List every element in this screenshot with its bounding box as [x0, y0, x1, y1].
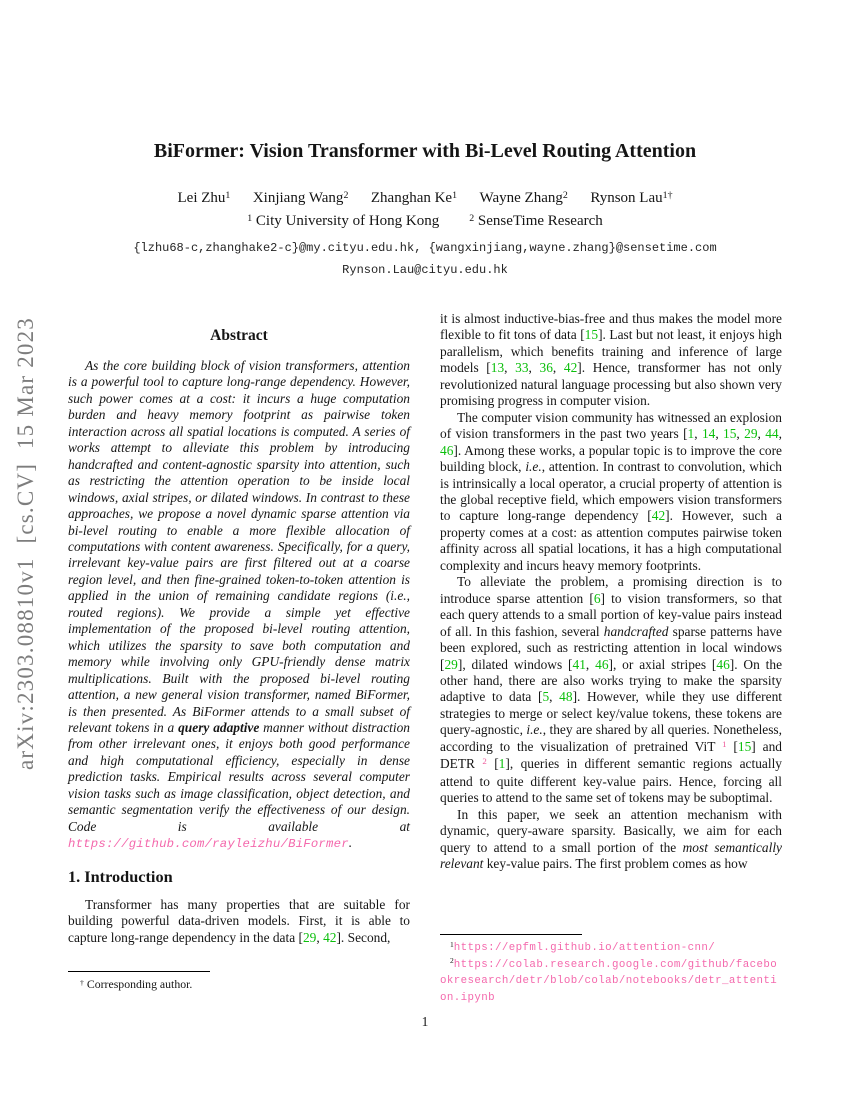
footnote-url-1[interactable]: https://epfml.github.io/attention-cnn/	[453, 942, 716, 954]
page-number: 1	[421, 1014, 429, 1029]
text-segment: ]. However, such a property comes at a cost: as attention computes pairwise token affinity across all spatial locations, it has a high computational complexity and incurs heavy memory footprints.	[440, 508, 782, 573]
affiliation-line	[0, 213, 850, 230]
footnote-marker-link[interactable]: 1	[722, 738, 727, 749]
text-segment: handcrafted	[603, 623, 669, 639]
citation-link[interactable]: 42	[563, 360, 578, 376]
text-segment: , they are shared by all queries. Nonetheless, according to the visualization of pretrained ViT	[440, 722, 782, 754]
citation-link[interactable]: 33	[515, 360, 529, 376]
text-segment: ,	[552, 360, 564, 376]
citation-link[interactable]: 46	[440, 442, 454, 458]
body-paragraph-1	[440, 311, 782, 410]
text-segment: As the core building block of vision transformers, attention is a powerful tool to capture long-range dependency. However, such power comes at a cost: it incurs a huge computation burden and heavy memory footprint as pairwise token interaction across all spatial locations is computed. A series of works attempt to alleviate this problem by introducing handcrafted and content-agnostic sparsity into attention, such as restricting the attention operation to be inside local windows, axial stripes, or dilated windows. In contrast to these approaches, we propose a novel dynamic sparse attention via bi-level routing to enable a more flexible allocation of computations with content awareness. Specifically, for a query, irrelevant key-value pairs are first filtered out at a coarse region level, and then fine-grained token-to-token attention is applied in the union of remaining candidate regions (i.e., routed regions). We provide a simple yet effective implementation of the proposed bi-level routing attention, which utilizes the sparsity to save both computation and memory while involving only GPU-friendly dense matrix multiplications. Built with the proposed bi-level routing attention, a new general vision transformer, named BiFormer, is then presented. As BiFormer attends to a small subset of relevant tokens in a	[68, 358, 410, 735]
emails-line-1: {lzhu68-c,zhanghake2-c}@my.cityu.edu.hk, {wangxinjiang,wayne.zhang}@sensetime.com	[133, 241, 717, 255]
text-segment: ]. Among these works, a popular topic is to improve the core building block,	[440, 442, 782, 475]
citation-link[interactable]: 15	[584, 327, 599, 343]
abstract-heading: Abstract	[210, 327, 268, 344]
text-segment: ]. However, while they use different strategies to merge or select key/value tokens, these tokens are query-agnostic,	[440, 689, 782, 738]
body-paragraph-2	[440, 410, 782, 575]
text-segment: ] to vision transformers, so that each query attends to a small portion of key-value pairs instead of all. In this fashion, several	[440, 590, 782, 639]
footnote-text	[68, 977, 410, 993]
citation-link[interactable]: 48	[559, 689, 573, 705]
text-segment: ,	[549, 689, 560, 705]
arxiv-stamp: arXiv:2303.08810v1 [cs.CV] 15 Mar 2023	[13, 316, 38, 770]
citation-link[interactable]: 6	[593, 590, 601, 606]
text-segment: City University of Hong Kong	[252, 213, 440, 229]
text-segment: ,	[778, 426, 782, 442]
section-heading-introduction: 1. Introduction	[68, 866, 173, 886]
text-segment: 1	[247, 212, 253, 224]
citation-link[interactable]: 46	[595, 656, 609, 672]
text-segment: i.e.	[526, 722, 543, 738]
body-paragraph-4	[440, 807, 782, 873]
right-column	[440, 311, 782, 872]
footnote-url-2[interactable]: https://colab.research.google.com/github/facebookresearch/detr/blob/colab/notebooks/detr_attention.ipynb	[440, 958, 778, 1004]
footnote-2-marker: 2	[450, 956, 454, 966]
text-segment	[568, 190, 591, 206]
text-segment	[457, 190, 480, 206]
citation-link[interactable]: 5	[542, 689, 550, 705]
url-link[interactable]: https://github.com/rayleizhu/BiFormer	[68, 837, 349, 852]
citation-link[interactable]: 1	[687, 426, 695, 442]
text-segment: ]. Last but not least, it enjoys high parallelism, which benefits training and inference of large models [	[440, 327, 782, 376]
text-segment: Zhanghan Ke	[370, 190, 453, 206]
text-segment: ]. On the other hand, there are also works trying to make the sparsity adaptive to data [	[440, 656, 783, 705]
citation-link[interactable]: 15	[723, 426, 737, 442]
text-segment: ,	[694, 426, 702, 442]
citation-link[interactable]: 36	[539, 360, 553, 376]
footnote-2	[440, 957, 782, 1007]
text-segment: 2	[562, 189, 568, 201]
text-segment: 1	[225, 189, 231, 201]
author-line	[0, 190, 850, 207]
citation-link[interactable]: 15	[737, 738, 752, 754]
text-segment: In this paper, we seek an attention mechanism with dynamic, query-aware sparsity. Basically, we aim for each query to attend to a small portion of the	[440, 806, 782, 855]
citation-link[interactable]: 14	[701, 426, 716, 442]
text-segment: query adaptive	[178, 719, 260, 735]
text-segment: ,	[757, 426, 766, 442]
text-segment: ] and DETR	[440, 738, 782, 772]
citation-link[interactable]: 29	[302, 929, 317, 945]
text-segment	[439, 213, 469, 229]
text-segment: i.e.	[525, 459, 542, 475]
text-segment: Transformer has many properties that are suitable for building powerful data-driven models. First, it is able to capture long-range dependency in the data [	[68, 896, 410, 945]
footnote-marker-link[interactable]: 2	[482, 756, 487, 767]
footnote-1	[440, 940, 782, 957]
footnote-rule-right	[440, 934, 582, 935]
footnote-rule-left	[68, 971, 210, 972]
citation-link[interactable]: 41	[572, 656, 586, 672]
dagger-marker: †	[80, 977, 84, 987]
text-segment: .	[348, 835, 353, 851]
emails-line-2: Rynson.Lau@cityu.edu.hk	[342, 263, 508, 277]
text-segment: ,	[504, 360, 516, 376]
text-segment: manner without distraction from other irrelevant ones, it enjoys both good performance and high computational efficiency, especially in dense prediction tasks. Empirical results across several computer vision tasks such as image classification, object detection, and semantic segmentation verify the effectiveness of our design. Code is available at	[68, 719, 410, 834]
citation-link[interactable]: 1	[498, 756, 506, 772]
text-segment: most semantically relevant	[440, 839, 782, 871]
text-segment: ,	[316, 929, 324, 945]
text-segment: [	[726, 738, 738, 754]
left-column	[68, 327, 410, 946]
citation-link[interactable]: 13	[490, 360, 505, 376]
text-segment: ], or axial stripes [	[608, 656, 717, 672]
text-segment	[348, 190, 371, 206]
footnote-1-marker: 1	[450, 939, 454, 949]
citation-link[interactable]: 29	[444, 656, 458, 672]
abstract-text	[68, 358, 410, 853]
text-segment: 1†	[662, 189, 673, 201]
text-segment: ]. Hence, transformer has not only revolutionized natural language processing but also shown very promising progress in computer vision.	[440, 360, 783, 409]
footnote-label: Corresponding author.	[86, 977, 193, 991]
text-segment: To alleviate the problem, a promising direction is to introduce sparse attention [	[440, 574, 782, 606]
text-segment: 1	[452, 189, 458, 201]
text-segment: ], dilated windows [	[457, 656, 573, 672]
paper-title: BiFormer: Vision Transformer with Bi-Level Routing Attention	[153, 140, 697, 162]
citation-link[interactable]: 44	[765, 426, 779, 442]
body-paragraph-3	[440, 574, 782, 806]
text-segment: SenseTime Research	[474, 213, 603, 229]
text-segment: 2	[343, 189, 349, 201]
text-segment: ,	[528, 360, 540, 376]
text-segment: ], queries in different semantic regions actually attend to quite different key-value pairs. Hence, forcing all queries to attend to the same set of tokens may be suboptimal.	[440, 756, 782, 806]
text-segment: ]. Second,	[336, 929, 391, 945]
corresponding-author-footnote	[68, 971, 410, 993]
citation-link[interactable]: 46	[716, 656, 730, 672]
text-segment: The computer vision community has witnessed an explosion of vision transformers in the past two years [	[440, 409, 782, 442]
text-segment	[230, 190, 253, 206]
citation-link[interactable]: 42	[323, 929, 337, 945]
citation-link[interactable]: 29	[744, 426, 758, 442]
text-segment: key-value pairs. The first problem comes as how	[483, 855, 748, 871]
text-segment: Rynson Lau	[590, 190, 663, 206]
text-segment: ,	[585, 656, 596, 672]
text-segment: ,	[736, 426, 745, 442]
text-segment: ,	[715, 426, 724, 442]
text-segment: , attention. In contrast to convolution, which is intrinsically a local operator, a crucial property of attention is the global receptive field, which empowers vision transformers to capture long-range dependency [	[440, 459, 782, 524]
text-segment: Wayne Zhang	[479, 190, 563, 206]
text-segment: sparse patterns have been explored, such as restricting attention in local windows [	[440, 623, 782, 672]
citation-link[interactable]: 42	[651, 508, 666, 524]
text-segment: Lei Zhu	[177, 190, 226, 206]
text-segment: Xinjiang Wang	[252, 190, 344, 206]
text-segment: it is almost inductive-bias-free and thus makes the model more flexible to fit tons of data [	[440, 311, 782, 343]
intro-paragraph	[68, 897, 410, 946]
url-footnotes	[440, 934, 782, 1006]
text-segment: 2	[469, 212, 475, 224]
text-segment: [	[486, 756, 499, 772]
